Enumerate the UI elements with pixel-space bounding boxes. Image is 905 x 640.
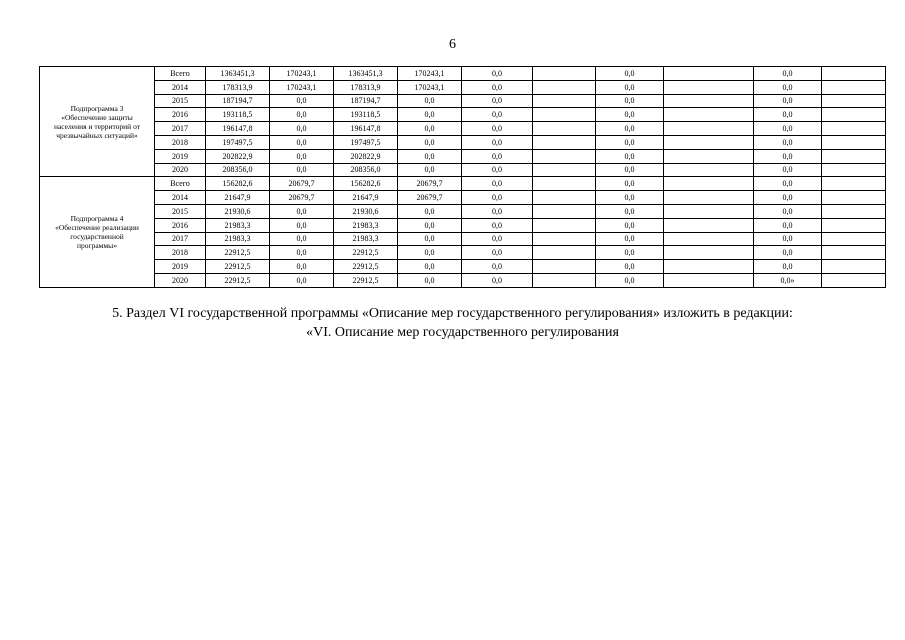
year-cell: 2014 bbox=[155, 80, 206, 94]
value-cell: 0,0 bbox=[596, 163, 664, 177]
value-cell bbox=[822, 80, 886, 94]
value-cell: 0,0 bbox=[754, 260, 822, 274]
subprogram-label bbox=[40, 177, 155, 287]
value-cell bbox=[822, 246, 886, 260]
value-cell bbox=[822, 149, 886, 163]
value-cell: 21983,3 bbox=[206, 218, 270, 232]
value-cell: 22912,5 bbox=[206, 246, 270, 260]
year-cell: Всего bbox=[155, 177, 206, 191]
subprogram-label-line: чрезвычайных ситуаций» bbox=[56, 130, 138, 140]
value-cell: 0,0 bbox=[462, 135, 533, 149]
value-cell: 193118,5 bbox=[206, 108, 270, 122]
year-cell: 2014 bbox=[155, 191, 206, 205]
value-cell: 0,0 bbox=[596, 177, 664, 191]
value-cell bbox=[533, 67, 596, 81]
value-cell: 0,0 bbox=[462, 204, 533, 218]
value-cell bbox=[664, 108, 754, 122]
value-cell bbox=[664, 122, 754, 136]
value-cell: 20679,7 bbox=[270, 191, 334, 205]
value-cell: 0,0 bbox=[754, 135, 822, 149]
value-cell: 196147,8 bbox=[334, 122, 398, 136]
value-cell: 0,0 bbox=[754, 122, 822, 136]
value-cell: 0,0 bbox=[270, 260, 334, 274]
value-cell bbox=[822, 135, 886, 149]
value-cell: 0,0 bbox=[398, 108, 462, 122]
value-cell: 0,0 bbox=[754, 218, 822, 232]
year-cell: 2018 bbox=[155, 246, 206, 260]
section-subheading: «VI. Описание мер государственного регулирования bbox=[306, 325, 619, 340]
value-cell: 0,0 bbox=[398, 135, 462, 149]
value-cell: 208356,0 bbox=[334, 163, 398, 177]
value-cell: 21930,6 bbox=[206, 204, 270, 218]
table-row bbox=[40, 94, 886, 108]
value-cell: 156282,6 bbox=[206, 177, 270, 191]
value-cell: 1363451,3 bbox=[206, 67, 270, 81]
value-cell bbox=[533, 260, 596, 274]
year-cell: 2016 bbox=[155, 108, 206, 122]
value-cell bbox=[822, 232, 886, 246]
value-cell: 0,0» bbox=[754, 273, 822, 287]
value-cell: 202822,9 bbox=[334, 149, 398, 163]
value-cell: 0,0 bbox=[398, 163, 462, 177]
value-cell: 0,0 bbox=[754, 204, 822, 218]
value-cell bbox=[533, 80, 596, 94]
value-cell: 202822,9 bbox=[206, 149, 270, 163]
value-cell: 196147,8 bbox=[206, 122, 270, 136]
value-cell bbox=[822, 218, 886, 232]
value-cell: 0,0 bbox=[596, 67, 664, 81]
year-cell: 2019 bbox=[155, 149, 206, 163]
value-cell bbox=[664, 218, 754, 232]
value-cell: 0,0 bbox=[270, 246, 334, 260]
table-row bbox=[40, 232, 886, 246]
value-cell: 0,0 bbox=[596, 246, 664, 260]
value-cell: 0,0 bbox=[754, 177, 822, 191]
value-cell: 22912,5 bbox=[206, 273, 270, 287]
value-cell: 0,0 bbox=[398, 218, 462, 232]
table-row bbox=[40, 177, 886, 191]
value-cell: 0,0 bbox=[596, 80, 664, 94]
value-cell: 0,0 bbox=[462, 232, 533, 246]
subprogram-label-line: «Обеспечение реализации bbox=[55, 223, 139, 233]
table-row bbox=[40, 246, 886, 260]
value-cell: 0,0 bbox=[754, 191, 822, 205]
value-cell: 0,0 bbox=[596, 232, 664, 246]
value-cell: 0,0 bbox=[596, 149, 664, 163]
value-cell: 0,0 bbox=[462, 246, 533, 260]
value-cell bbox=[533, 122, 596, 136]
value-cell: 0,0 bbox=[270, 94, 334, 108]
year-cell: 2020 bbox=[155, 273, 206, 287]
value-cell: 156282,6 bbox=[334, 177, 398, 191]
subprogram-label-line: «Обеспечение защиты bbox=[61, 112, 133, 122]
value-cell: 0,0 bbox=[462, 273, 533, 287]
value-cell: 0,0 bbox=[462, 94, 533, 108]
value-cell: 187194,7 bbox=[334, 94, 398, 108]
value-cell: 170243,1 bbox=[270, 67, 334, 81]
value-cell bbox=[533, 149, 596, 163]
subprogram-label bbox=[40, 67, 155, 177]
value-cell: 0,0 bbox=[398, 260, 462, 274]
value-cell: 0,0 bbox=[270, 204, 334, 218]
value-cell: 0,0 bbox=[398, 232, 462, 246]
value-cell: 0,0 bbox=[270, 218, 334, 232]
value-cell bbox=[664, 204, 754, 218]
subprogram-label-line: населения и территорий от bbox=[53, 121, 141, 131]
value-cell: 0,0 bbox=[754, 94, 822, 108]
value-cell: 0,0 bbox=[398, 149, 462, 163]
value-cell: 0,0 bbox=[462, 108, 533, 122]
table-row bbox=[40, 80, 886, 94]
value-cell bbox=[664, 177, 754, 191]
value-cell: 0,0 bbox=[270, 122, 334, 136]
value-cell: 0,0 bbox=[596, 135, 664, 149]
value-cell bbox=[533, 135, 596, 149]
year-cell: 2019 bbox=[155, 260, 206, 274]
value-cell: 0,0 bbox=[398, 94, 462, 108]
value-cell bbox=[533, 246, 596, 260]
subprogram-label-line: Подпрограмма 4 bbox=[70, 214, 124, 224]
table-row bbox=[40, 163, 886, 177]
value-cell: 0,0 bbox=[462, 218, 533, 232]
value-cell: 1363451,3 bbox=[334, 67, 398, 81]
value-cell: 170243,1 bbox=[398, 67, 462, 81]
value-cell: 178313,9 bbox=[206, 80, 270, 94]
year-cell: 2015 bbox=[155, 204, 206, 218]
value-cell: 0,0 bbox=[270, 135, 334, 149]
value-cell: 0,0 bbox=[462, 122, 533, 136]
year-cell: 2017 bbox=[155, 232, 206, 246]
value-cell: 21647,9 bbox=[334, 191, 398, 205]
value-cell bbox=[664, 80, 754, 94]
value-cell: 0,0 bbox=[596, 273, 664, 287]
value-cell bbox=[533, 273, 596, 287]
value-cell: 0,0 bbox=[754, 149, 822, 163]
value-cell: 0,0 bbox=[754, 67, 822, 81]
table-row bbox=[40, 135, 886, 149]
value-cell bbox=[664, 149, 754, 163]
value-cell: 0,0 bbox=[270, 163, 334, 177]
value-cell: 21983,3 bbox=[206, 232, 270, 246]
value-cell: 0,0 bbox=[462, 149, 533, 163]
value-cell: 21983,3 bbox=[334, 218, 398, 232]
value-cell bbox=[822, 94, 886, 108]
subprogram-label-line: государственной bbox=[70, 232, 124, 242]
table-row bbox=[40, 260, 886, 274]
value-cell: 0,0 bbox=[462, 163, 533, 177]
value-cell: 0,0 bbox=[462, 80, 533, 94]
value-cell bbox=[664, 163, 754, 177]
value-cell bbox=[533, 218, 596, 232]
subprogram-label-line: Подпрограмма 3 bbox=[70, 103, 124, 113]
value-cell: 22912,5 bbox=[334, 260, 398, 274]
value-cell: 0,0 bbox=[754, 232, 822, 246]
value-cell: 0,0 bbox=[270, 273, 334, 287]
value-cell: 21930,6 bbox=[334, 204, 398, 218]
value-cell bbox=[533, 177, 596, 191]
value-cell bbox=[822, 204, 886, 218]
value-cell: 0,0 bbox=[596, 218, 664, 232]
value-cell bbox=[533, 232, 596, 246]
value-cell: 22912,5 bbox=[206, 260, 270, 274]
value-cell bbox=[822, 273, 886, 287]
year-cell: Всего bbox=[155, 67, 206, 81]
value-cell bbox=[822, 191, 886, 205]
value-cell: 0,0 bbox=[398, 273, 462, 287]
value-cell bbox=[822, 122, 886, 136]
value-cell: 0,0 bbox=[596, 108, 664, 122]
value-cell bbox=[664, 260, 754, 274]
value-cell bbox=[664, 135, 754, 149]
value-cell: 0,0 bbox=[462, 67, 533, 81]
year-cell: 2017 bbox=[155, 122, 206, 136]
value-cell: 0,0 bbox=[270, 149, 334, 163]
value-cell bbox=[664, 191, 754, 205]
value-cell bbox=[533, 191, 596, 205]
table-row bbox=[40, 122, 886, 136]
year-cell: 2016 bbox=[155, 218, 206, 232]
value-cell bbox=[533, 163, 596, 177]
value-cell: 21983,3 bbox=[334, 232, 398, 246]
budget-table bbox=[39, 66, 886, 288]
value-cell: 0,0 bbox=[398, 246, 462, 260]
page-number: 6 bbox=[449, 37, 456, 52]
value-cell: 0,0 bbox=[754, 108, 822, 122]
value-cell: 0,0 bbox=[398, 204, 462, 218]
year-cell: 2020 bbox=[155, 163, 206, 177]
value-cell: 20679,7 bbox=[398, 177, 462, 191]
value-cell: 0,0 bbox=[754, 163, 822, 177]
value-cell: 170243,1 bbox=[270, 80, 334, 94]
value-cell: 193118,5 bbox=[334, 108, 398, 122]
value-cell: 197497,5 bbox=[334, 135, 398, 149]
value-cell: 187194,7 bbox=[206, 94, 270, 108]
subprogram-label-line: программы» bbox=[77, 241, 117, 251]
value-cell: 0,0 bbox=[462, 177, 533, 191]
value-cell: 0,0 bbox=[596, 204, 664, 218]
value-cell: 20679,7 bbox=[398, 191, 462, 205]
value-cell bbox=[664, 232, 754, 246]
section-heading: 5. Раздел VI государственной программы «Описание мер государственного регулирования» изложить в редакции: bbox=[112, 306, 793, 321]
table-row bbox=[40, 67, 886, 81]
value-cell: 197497,5 bbox=[206, 135, 270, 149]
table-row bbox=[40, 273, 886, 287]
table-row bbox=[40, 218, 886, 232]
table-row bbox=[40, 108, 886, 122]
year-cell: 2018 bbox=[155, 135, 206, 149]
value-cell: 0,0 bbox=[462, 260, 533, 274]
value-cell bbox=[822, 108, 886, 122]
value-cell bbox=[664, 94, 754, 108]
value-cell: 20679,7 bbox=[270, 177, 334, 191]
value-cell bbox=[822, 163, 886, 177]
value-cell: 0,0 bbox=[754, 246, 822, 260]
value-cell bbox=[664, 246, 754, 260]
value-cell: 22912,5 bbox=[334, 273, 398, 287]
value-cell bbox=[822, 260, 886, 274]
value-cell: 21647,9 bbox=[206, 191, 270, 205]
value-cell: 0,0 bbox=[754, 80, 822, 94]
value-cell: 0,0 bbox=[596, 122, 664, 136]
value-cell bbox=[533, 204, 596, 218]
value-cell: 0,0 bbox=[596, 260, 664, 274]
value-cell bbox=[822, 67, 886, 81]
table-row bbox=[40, 149, 886, 163]
value-cell bbox=[664, 273, 754, 287]
value-cell: 208356,0 bbox=[206, 163, 270, 177]
table-row bbox=[40, 204, 886, 218]
value-cell: 0,0 bbox=[398, 122, 462, 136]
value-cell bbox=[664, 67, 754, 81]
value-cell bbox=[822, 177, 886, 191]
value-cell: 0,0 bbox=[462, 191, 533, 205]
value-cell bbox=[533, 108, 596, 122]
table-row bbox=[40, 191, 886, 205]
value-cell: 0,0 bbox=[270, 108, 334, 122]
value-cell: 178313,9 bbox=[334, 80, 398, 94]
value-cell: 170243,1 bbox=[398, 80, 462, 94]
value-cell: 0,0 bbox=[270, 232, 334, 246]
year-cell: 2015 bbox=[155, 94, 206, 108]
value-cell: 22912,5 bbox=[334, 246, 398, 260]
value-cell: 0,0 bbox=[596, 191, 664, 205]
value-cell: 0,0 bbox=[596, 94, 664, 108]
value-cell bbox=[533, 94, 596, 108]
